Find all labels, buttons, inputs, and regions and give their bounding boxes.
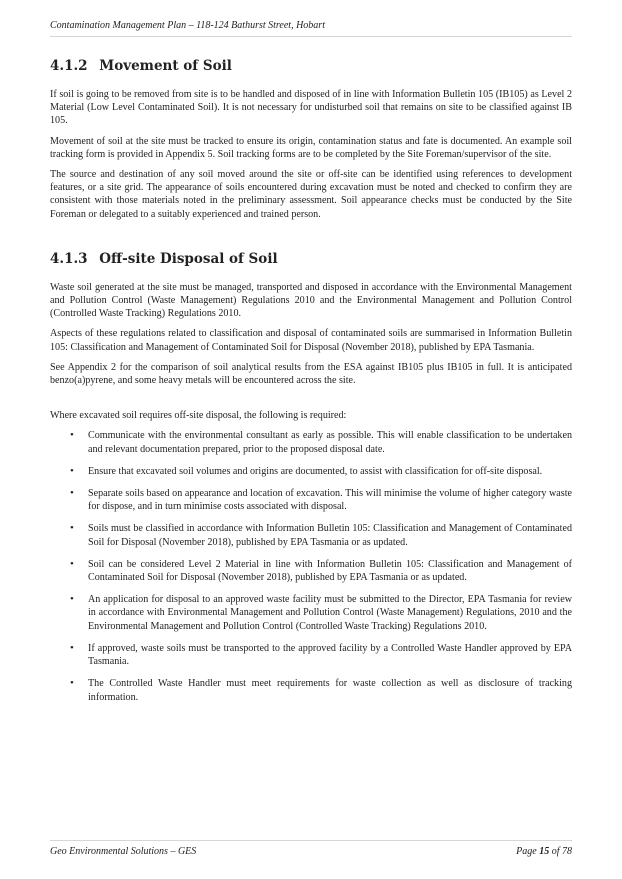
paragraph: Aspects of these regulations related to classification and disposal of contaminated soils are summarised in Information Bulletin 105: Classification and Management of Contaminated Soil for Disposal (November 2018), published by EPA Tasmania. xyxy=(50,328,572,353)
page-total: 78 xyxy=(562,846,572,857)
list-item-text: Separate soils based on appearance and location of excavation. This will minimise the volume of higher category waste for dispose, and in turn minimise costs associated with disposal. xyxy=(88,488,572,513)
bullet-icon: • xyxy=(70,641,74,654)
list-item-text: Ensure that excavated soil volumes and origins are documented, to assist with classification for off-site disposal. xyxy=(88,465,543,477)
requirements-list xyxy=(50,429,572,703)
section-title: Off-site Disposal of Soil xyxy=(99,250,278,267)
bullet-icon: • xyxy=(70,487,74,500)
page-header xyxy=(50,20,572,37)
list-item xyxy=(50,465,572,478)
list-item-text: An application for disposal to an approved waste facility must be submitted to the Director, EPA Tasmania for review in accordance with Environmental Management and Pollution Control (Waste Management) Regulations, 2010 and the Environmental Management and Pollution Control (Controlled Waste Tracking) Regulations 2010. xyxy=(88,594,572,632)
page-of: of xyxy=(551,846,560,857)
list-item-text: Soils must be classified in accordance with Information Bulletin 105: Classification and Management of Contaminated Soil for Disposal (November 2018), published by EPA Tasmania or as updated. xyxy=(88,523,572,548)
bullet-icon: • xyxy=(70,464,74,477)
list-item xyxy=(50,429,572,455)
page-footer xyxy=(50,840,572,857)
list-item xyxy=(50,642,572,668)
list-item-text: The Controlled Waste Handler must meet requirements for waste collection as well as disclosure of tracking information. xyxy=(88,678,572,703)
page-content xyxy=(50,58,572,713)
bullet-icon: • xyxy=(70,557,74,570)
bullet-icon: • xyxy=(70,677,74,690)
section-number: 4.1.3 xyxy=(50,250,88,267)
paragraph: If soil is going to be removed from site is to be handled and disposed of in line with Information Bulletin 105 (IB105) as Level 2 Material (Low Level Contaminated Soil). It is not necessary for undisturbed soil that remains on site to be classified against IB 105. xyxy=(50,89,572,127)
page-number xyxy=(516,846,572,857)
list-item-text: Soil can be considered Level 2 Material in line with Information Bulletin 105: Classification and Management of Contaminated Soil for Disposal (November 2018), published by EPA Tasmania or as updated. xyxy=(88,558,572,584)
list-item xyxy=(50,522,572,548)
paragraph: Waste soil generated at the site must be managed, transported and disposed in accordance with the Environmental Management and Pollution Control (Waste Management) Regulations 2010 and the Environmental Management and Pollution Control (Controlled Waste Tracking) Regulations 2010. xyxy=(50,281,572,320)
section-heading-movement-of-soil xyxy=(50,58,572,74)
paragraph: Movement of soil at the site must be tracked to ensure its origin, contamination status and fate is documented. An example soil tracking form is provided in Appendix 5. Soil tracking forms are to be completed by the Site Foreman/supervisor of the site. xyxy=(50,135,572,160)
list-item-text: If approved, waste soils must be transported to the approved facility by a Controlled Waste Handler approved by EPA Tasmania. xyxy=(88,642,572,668)
paragraph: See Appendix 2 for the comparison of soil analytical results from the ESA against IB105 plus IB105 in full. It is anticipated benzo(a)pyrene, and some heavy metals will be encountered across the site. xyxy=(50,361,572,387)
list-item xyxy=(50,558,572,584)
bullet-icon: • xyxy=(70,429,74,442)
footer-company: Geo Environmental Solutions – GES xyxy=(50,846,197,857)
bullet-icon: • xyxy=(70,522,74,535)
list-item xyxy=(50,593,572,633)
list-item xyxy=(50,677,572,703)
section-number: 4.1.2 xyxy=(50,58,88,74)
section-title: Movement of Soil xyxy=(99,58,232,74)
section-heading-off-site-disposal xyxy=(50,251,572,267)
list-item-text: Communicate with the environmental consultant as early as possible. This will enable classification to be undertaken and relevant documentation prepared, prior to the proposed disposal date. xyxy=(88,430,572,455)
list-item xyxy=(50,487,572,513)
page-current: 15 xyxy=(539,846,550,857)
paragraph: The source and destination of any soil moved around the site or off-site can be identified using references to development features, or a site grid. The appearance of soils encountered during excavation must be noted and checked to confirm they are consistent with those materials noted in the preliminary assessment. Soil appearance checks must be conducted by the Site Foreman or delegated to a suitably experienced and trained person. xyxy=(50,169,572,220)
list-intro: Where excavated soil requires off-site disposal, the following is required: xyxy=(50,410,347,422)
header-text: Contamination Management Plan – 118-124 Bathurst Street, Hobart xyxy=(50,20,325,31)
page-prefix: Page xyxy=(516,846,537,857)
bullet-icon: • xyxy=(70,593,74,606)
